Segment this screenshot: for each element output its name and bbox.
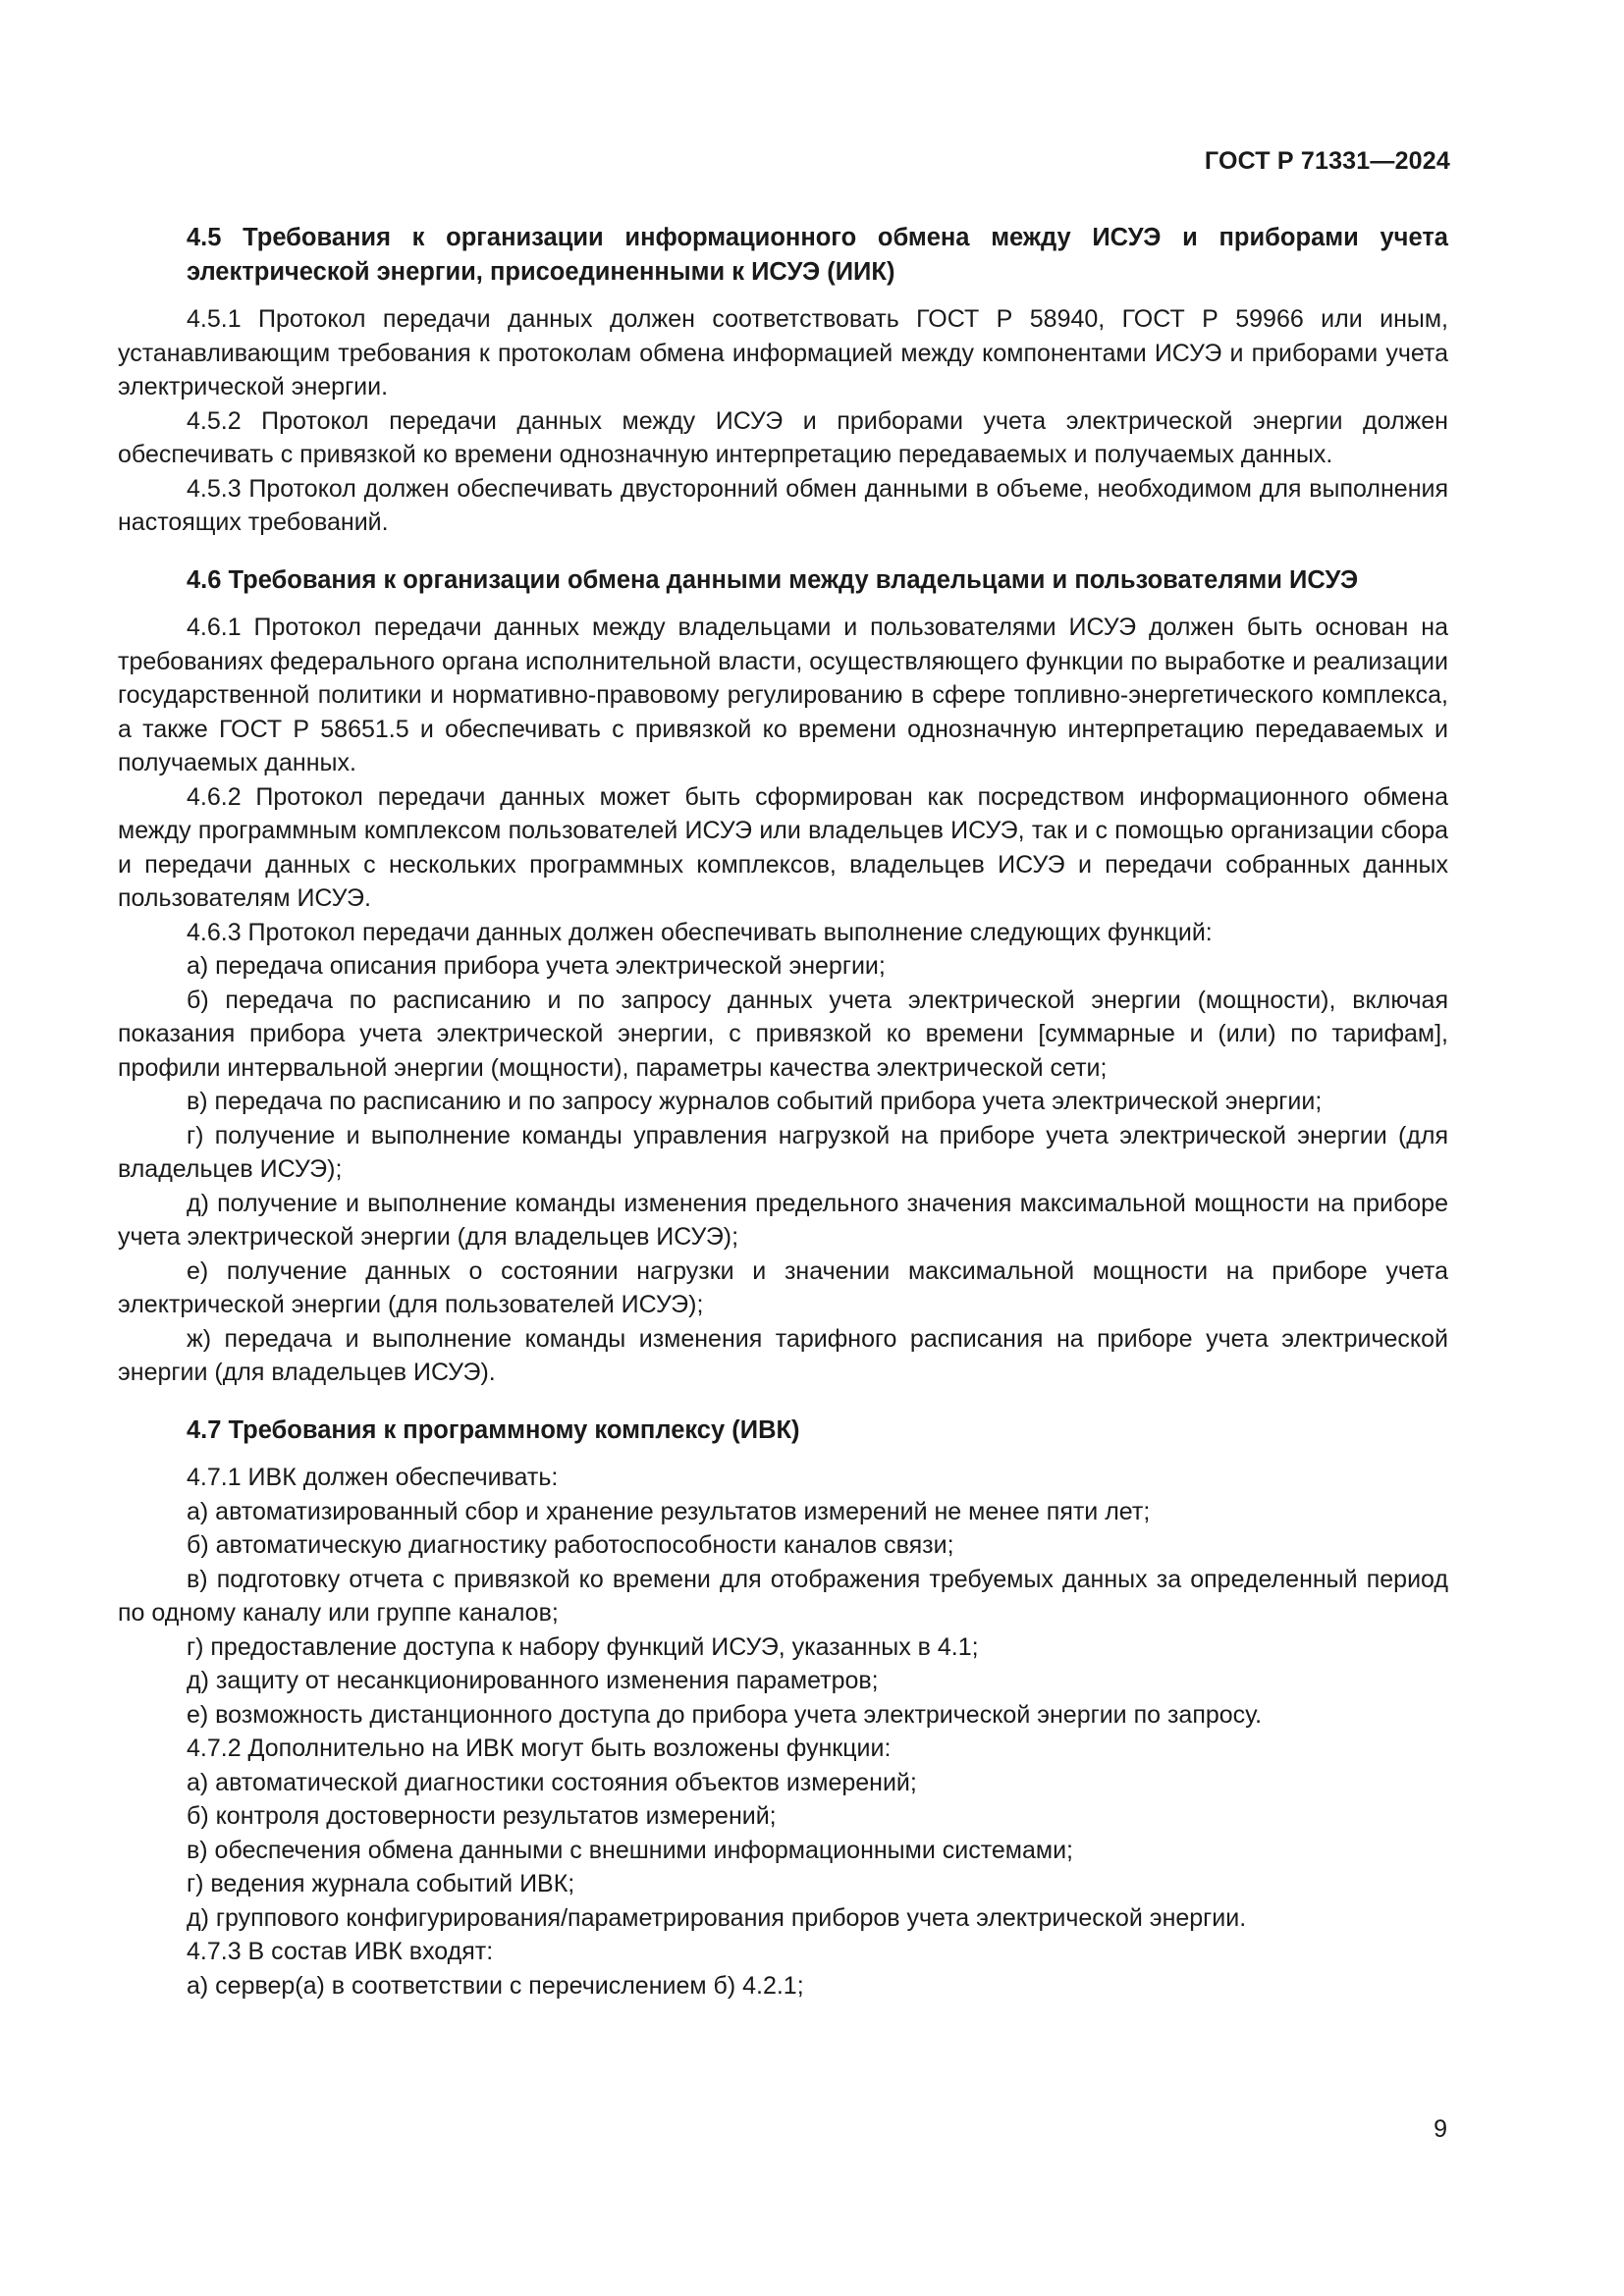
list-item: а) автоматизированный сбор и хранение результатов измерений не менее пяти лет; (187, 1497, 1151, 1525)
list-item: б) автоматическую диагностику работоспособности каналов связи; (187, 1531, 954, 1559)
list-item: в) передача по расписанию и по запросу журналов событий прибора учета электрической энергии; (187, 1088, 1323, 1115)
list-item: ж) передача и выполнение команды изменения тарифного расписания на приборе учета электрической энергии (для владельцев ИСУЭ). (118, 1324, 1448, 1386)
section-4-7-heading: 4.7 Требования к программному комплексу (ИВК) (187, 1415, 800, 1444)
list-item: в) подготовку отчета с привязкой ко времени для отображения требуемых данных за определенный период по одному каналу или группе каналов; (118, 1565, 1448, 1627)
paragraph: 4.5.2 Протокол передачи данных между ИСУЭ и приборами учета электрической энергии должен обеспечивать с привязкой ко времени однозначную интерпретацию передаваемых и получаемых данных. (118, 406, 1448, 468)
list-item: б) передача по расписанию и по запросу данных учета электрической энергии (мощности), включая показания прибора учета электрической энергии, с привязкой ко времени [суммарные и (или) по тарифам], профили интервальной энергии (мощности), параметры качества электрической сети; (118, 986, 1448, 1082)
list-item: а) сервер(а) в соответствии с перечислением б) 4.2.1; (187, 1971, 804, 2000)
document-body (118, 221, 1448, 2002)
list-item: д) получение и выполнение команды изменения предельного значения максимальной мощности на приборе учета электрической энергии (для владельцев ИСУЭ); (118, 1189, 1448, 1251)
list-item: г) получение и выполнение команды управления нагрузкой на приборе учета электрической энергии (для владельцев ИСУЭ); (118, 1121, 1448, 1183)
list-item: в) обеспечения обмена данными с внешними информационными системами; (187, 1836, 1073, 1864)
paragraph: 4.6.2 Протокол передачи данных может быть сформирован как посредством информационного обмена между программным комплексом пользователей ИСУЭ или владельцев ИСУЭ, так и с помощью организации сбора и передачи данных с нескольких программных комплексов, владельцев ИСУЭ и передачи собранных данных пользователям ИСУЭ. (118, 782, 1448, 912)
list-item: а) автоматической диагностики состояния объектов измерений; (187, 1768, 917, 1796)
paragraph: 4.6.1 Протокол передачи данных между владельцами и пользователями ИСУЭ должен быть основан на требованиях федерального органа исполнительной власти, осуществляющего функции по выработке и реализации государственной политики и нормативно-правовому регулированию в сфере топливно-энергетического комплекса, а также ГОСТ Р 58651.5 и обеспечивать с привязкой ко времени однозначную интерпретацию передаваемых и получаемых данных. (118, 614, 1448, 776)
paragraph: 4.7.3 В состав ИВК входят: (187, 1938, 494, 1965)
paragraph: 4.7.1 ИВК должен обеспечивать: (187, 1464, 559, 1491)
page-number: 9 (1434, 2115, 1447, 2143)
list-item: е) возможность дистанционного доступа до прибора учета электрической энергии по запросу. (187, 1700, 1263, 1729)
paragraph: 4.5.3 Протокол должен обеспечивать двусторонний обмен данными в объеме, необходимом для выполнения настоящих требований. (118, 474, 1448, 536)
list-item: б) контроля достоверности результатов измерений; (187, 1802, 777, 1830)
list-item: д) группового конфигурирования/параметрирования приборов учета электрической энергии. (187, 1903, 1247, 1932)
paragraph: 4.5.1 Протокол передачи данных должен соответствовать ГОСТ Р 58940, ГОСТ Р 59966 или иным, устанавливающим требования к протоколам обмена информацией между компонентами ИСУЭ и приборами учета электрической энергии. (118, 305, 1448, 400)
list-item: а) передача описания прибора учета электрической энергии; (187, 952, 886, 980)
list-item: г) предоставление доступа к набору функций ИСУЭ, указанных в 4.1; (187, 1632, 979, 1661)
paragraph: 4.7.2 Дополнительно на ИВК могут быть возложены функции: (187, 1735, 892, 1762)
list-item: г) ведения журнала событий ИВК; (187, 1870, 575, 1897)
list-item: д) защиту от несанкционированного изменения параметров; (187, 1667, 879, 1694)
section-4-5-heading: 4.5 Требования к организации информационного обмена между ИСУЭ и приборами учета электрической энергии, присоединенными к ИСУЭ (ИИК) (187, 224, 1448, 286)
list-item: е) получение данных о состоянии нагрузки и значении максимальной мощности на приборе учета электрической энергии (для пользователей ИСУЭ); (118, 1256, 1448, 1318)
paragraph: 4.6.3 Протокол передачи данных должен обеспечивать выполнение следующих функций: (187, 918, 1213, 946)
document-id-header: ГОСТ Р 71331—2024 (1204, 147, 1450, 175)
section-4-6-heading: 4.6 Требования к организации обмена данными между владельцами и пользователями ИСУЭ (187, 565, 1359, 594)
